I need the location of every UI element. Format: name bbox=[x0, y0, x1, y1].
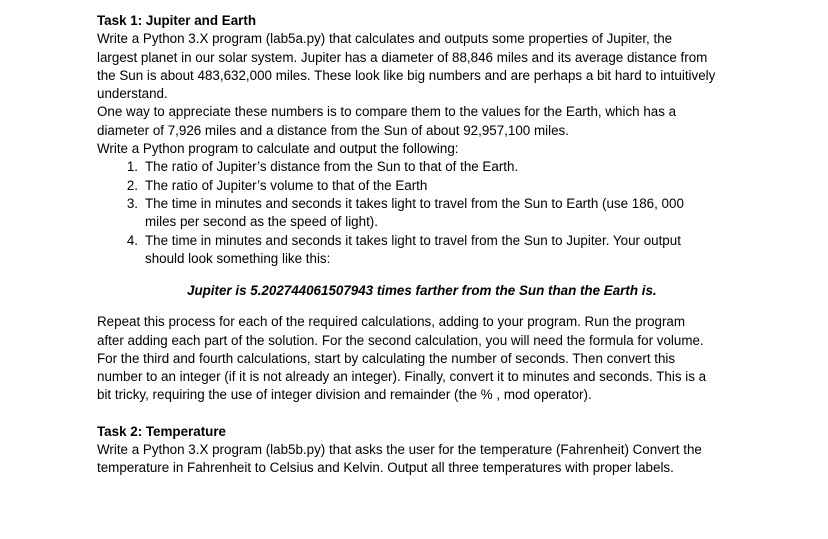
list-item-number: 4. bbox=[126, 232, 138, 248]
task1-closing-line: Repeat this process for each of the required calculations, adding to your program. Run the program bbox=[97, 314, 686, 330]
task2-line: Write a Python 3.X program (lab5b.py) that asks the user for the temperature (Fahrenheit) Convert the bbox=[97, 442, 702, 458]
task2-section bbox=[97, 423, 788, 478]
task1-closing-line: For the third and fourth calculations, start by calculating the number of seconds. Then convert this bbox=[97, 350, 676, 366]
list-item bbox=[97, 195, 788, 232]
task1-compare-line: One way to appreciate these numbers is to compare them to the values for the Earth, which has a bbox=[97, 104, 677, 120]
task1-closing-line: number to an integer (if it is not already an integer). Finally, convert it to minutes and seconds. This is a bbox=[97, 369, 707, 385]
task1-closing-line: bit tricky, requiring the use of integer division and remainder (the % , mod operator). bbox=[97, 387, 592, 403]
task1-compare-line: diameter of 7,926 miles and a distance from the Sun of about 92,957,100 miles. bbox=[97, 122, 569, 138]
task1-section bbox=[97, 12, 788, 405]
example-output: Jupiter is 5.202744061507943 times farther from the Sun than the Earth is. bbox=[187, 282, 657, 298]
list-item-text: The ratio of Jupiter’s distance from the Sun to that of the Earth. bbox=[145, 159, 519, 175]
list-item bbox=[97, 232, 788, 269]
task2-line: temperature in Fahrenheit to Celsius and Kelvin. Output all three temperatures with proper labels. bbox=[97, 460, 674, 476]
task1-intro-line: understand. bbox=[97, 86, 168, 102]
list-item-text: The time in minutes and seconds it takes light to travel from the Sun to Earth (use 186, 000 bbox=[145, 195, 684, 211]
task1-closing-line: after adding each part of the solution. For the second calculation, you will need the formula for volume. bbox=[97, 332, 704, 348]
list-item-text: miles per second as the speed of light). bbox=[145, 214, 378, 230]
list-item-text: should look something like this: bbox=[145, 250, 331, 266]
list-item bbox=[97, 177, 788, 195]
task1-list-intro: Write a Python program to calculate and output the following: bbox=[97, 141, 459, 157]
task1-intro-line: the Sun is about 483,632,000 miles. These look like big numbers and are perhaps a bit hard to intuitively bbox=[97, 67, 716, 83]
task2-heading: Task 2: Temperature bbox=[97, 423, 226, 439]
task1-requirements-list bbox=[97, 158, 788, 268]
task1-intro-line: largest planet in our solar system. Jupiter has a diameter of 88,846 miles and its average distance from bbox=[97, 49, 708, 65]
list-item-number: 3. bbox=[126, 195, 138, 211]
section-spacer bbox=[97, 405, 788, 423]
list-item bbox=[97, 158, 788, 176]
task1-heading: Task 1: Jupiter and Earth bbox=[97, 13, 256, 28]
task1-intro-line: Write a Python 3.X program (lab5a.py) that calculates and outputs some properties of Jupiter, the bbox=[97, 31, 673, 47]
list-item-number: 2. bbox=[126, 177, 138, 193]
list-item-text: The ratio of Jupiter’s volume to that of the Earth bbox=[145, 177, 428, 193]
list-item-text: The time in minutes and seconds it takes light to travel from the Sun to Jupiter. Your output bbox=[145, 232, 681, 248]
list-item-number: 1. bbox=[126, 159, 138, 175]
